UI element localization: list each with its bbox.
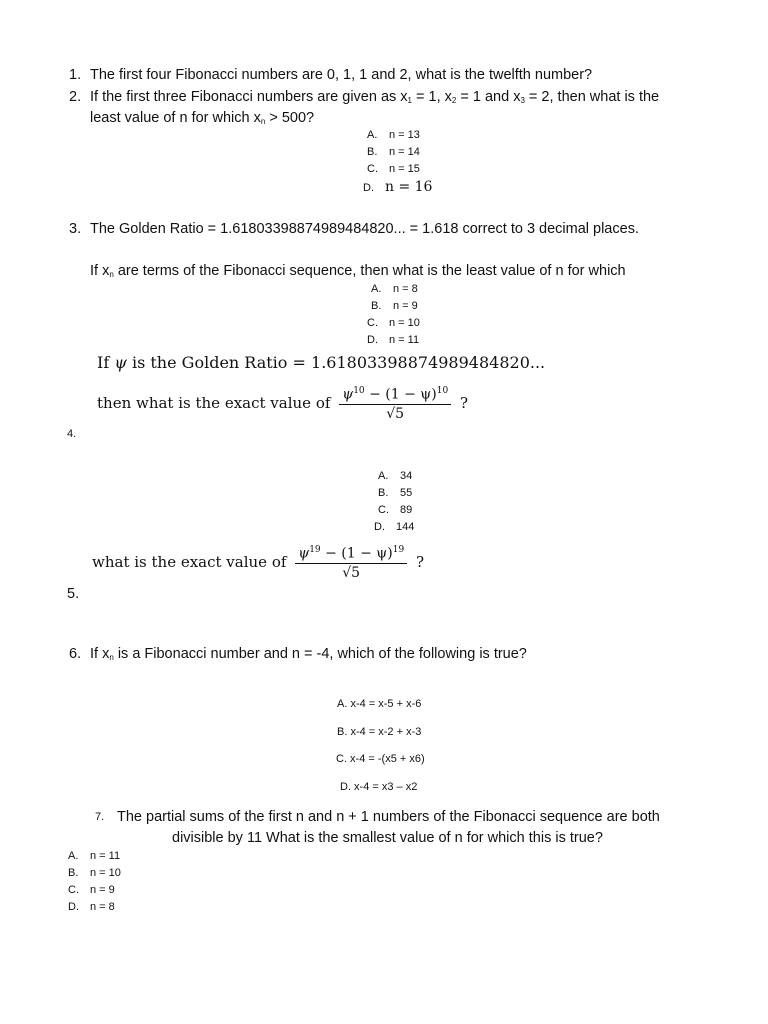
q4-question-mark: ? <box>459 393 468 412</box>
q3-number: 3. <box>69 221 82 237</box>
q4-number: 4. <box>67 428 77 440</box>
q4-option-a: A. 34 <box>378 470 413 482</box>
q2-option-d: D. n = 16 <box>363 179 433 195</box>
q4-fraction <box>339 386 451 422</box>
q7-line2: divisible by 11 What is the smallest value of n for which this is true? <box>172 830 603 846</box>
q4-option-c: C. 89 <box>378 504 413 516</box>
q7-option-b: B. n = 10 <box>68 867 121 879</box>
q5-line <box>92 545 424 581</box>
q7-option-c: C. n = 9 <box>68 884 115 896</box>
q5-prompt: what is the exact value of <box>92 552 287 571</box>
q4-numerator: $\psi^{10} - (1 - \psi)^{10}$ <box>339 386 451 405</box>
q2-option-c: C. n = 15 <box>367 163 420 175</box>
q5-denominator: √5 <box>342 564 361 581</box>
q4-prompt: then what is the exact value of <box>97 393 331 412</box>
q4-option-b: B. 55 <box>378 487 413 499</box>
q1-number: 1. <box>69 67 82 83</box>
q2-line1: If the first three Fibonacci numbers are given as $x_1 = 1$, $x_2 = 1$ and $x_3 = 2$, then what is the <box>90 89 660 105</box>
q2-number: 2. <box>69 89 82 105</box>
q4-line1: If ψ is the Golden Ratio = 1.61803398874989484820... <box>97 353 546 372</box>
q3-option-d: D. n = 11 <box>367 334 420 346</box>
q6-option-a: A. x-4 = x-5 + x-6 <box>337 698 422 710</box>
q6-option-b: B. x-4 = x-2 + x-3 <box>337 726 422 738</box>
q3-line2: If $x_n$ are terms of the Fibonacci sequence, then what is the least value of n for which <box>90 263 626 279</box>
q3-option-b: B. n = 9 <box>371 300 418 312</box>
q5-question-mark: ? <box>415 552 424 571</box>
q6-option-d: D. x-4 = x3 – x2 <box>340 781 418 793</box>
q2-option-b: B. n = 14 <box>367 146 420 158</box>
q1-text: The first four Fibonacci numbers are 0, 1, 1 and 2, what is the twelfth number? <box>90 67 593 83</box>
q7-line1: The partial sums of the first n and n + 1 numbers of the Fibonacci sequence are both <box>117 809 660 825</box>
q2-option-a: A. n = 13 <box>367 129 420 141</box>
q7-number: 7. <box>95 811 105 823</box>
q4-option-d: D. 144 <box>374 521 415 533</box>
q5-number: 5. <box>67 586 80 602</box>
q6-option-c: C. x-4 = -(x5 + x6) <box>336 753 425 765</box>
q3-text: The Golden Ratio = 1.61803398874989484820... = 1.618 correct to 3 decimal places. <box>90 221 639 237</box>
q4-denominator: √5 <box>386 405 405 422</box>
q4-line2 <box>97 386 468 422</box>
q5-numerator: $\psi^{19} - (1 - \psi)^{19}$ <box>295 545 407 564</box>
q2-line2: least value of n for which $x_n > 500$? <box>90 110 315 126</box>
q6-text: If $x_n$ is a Fibonacci number and n = -4, which of the following is true? <box>90 646 527 662</box>
q3-option-a: A. n = 8 <box>371 283 418 295</box>
q3-option-c: C. n = 10 <box>367 317 420 329</box>
q7-option-d: D. n = 8 <box>68 901 115 913</box>
q5-fraction <box>295 545 407 581</box>
q7-option-a: A. n = 11 <box>68 850 121 862</box>
q6-number: 6. <box>69 646 82 662</box>
